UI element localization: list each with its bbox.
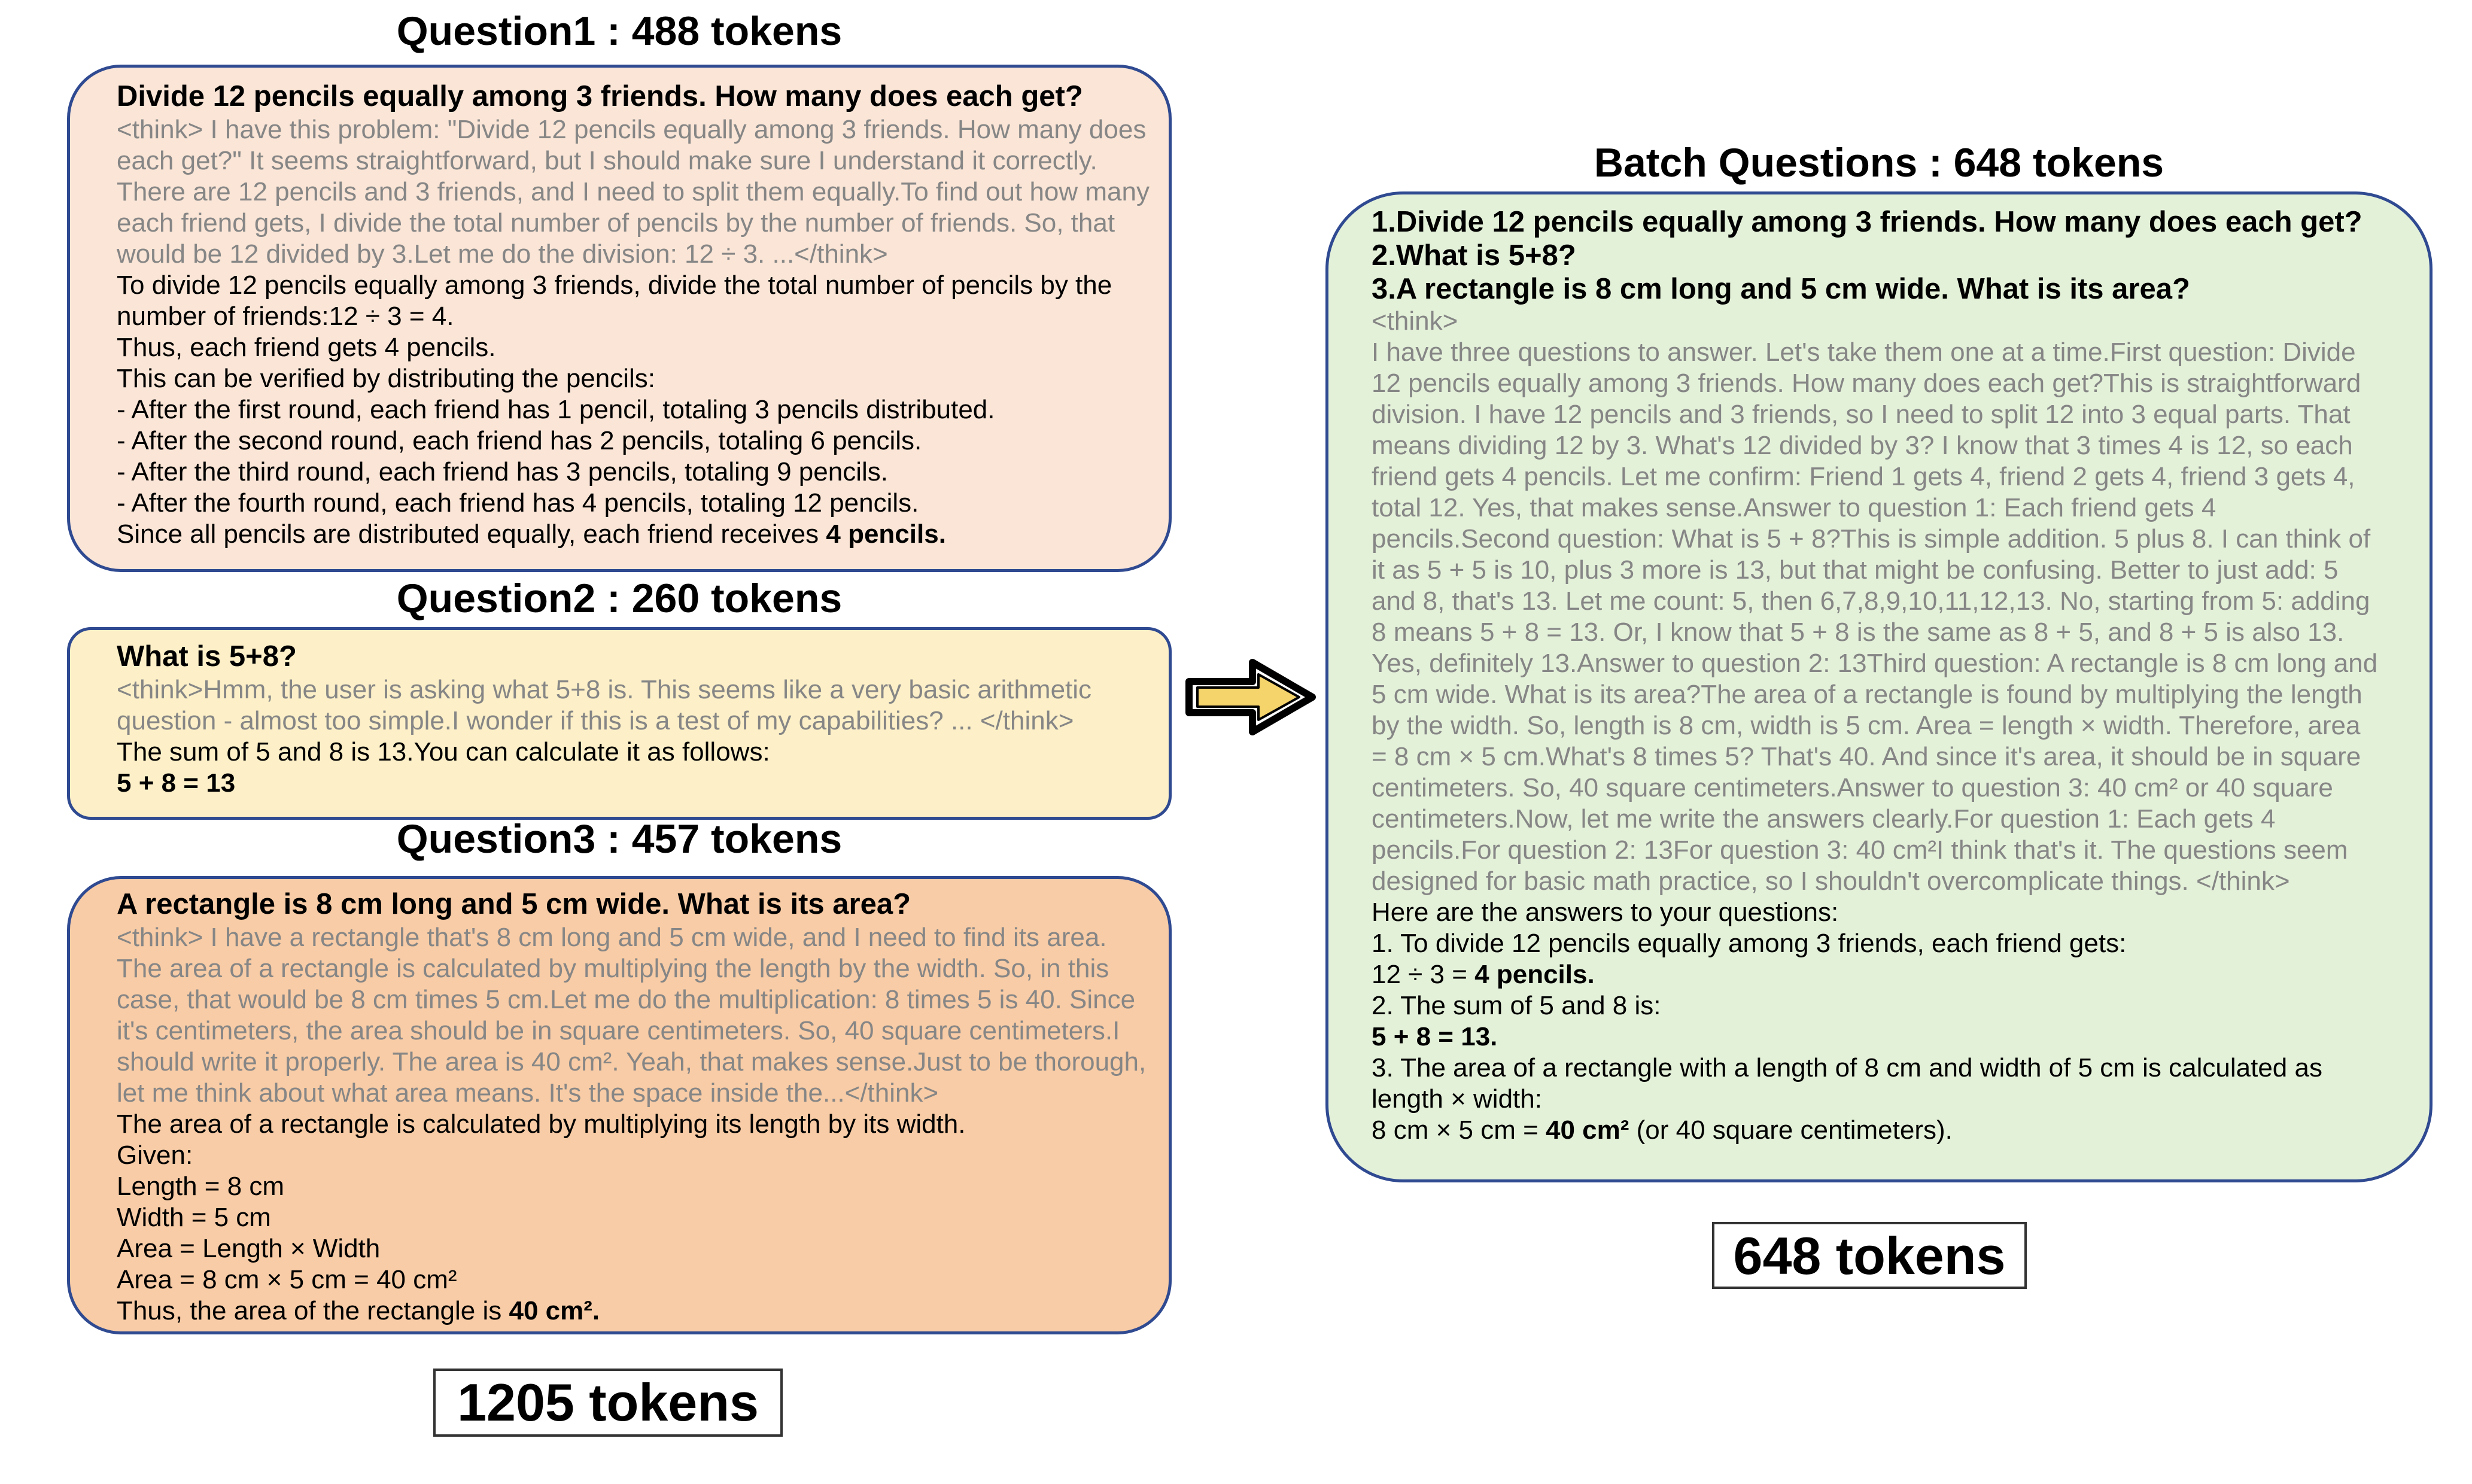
q1-think-line: <think> I have this problem: "Divide 12 pencils equally among 3 friends. How many does bbox=[117, 115, 1147, 144]
batch-think-line: <think> bbox=[1372, 306, 1458, 336]
batch-answer3-line2: length × width: bbox=[1372, 1084, 1542, 1114]
question3-heading: Question3 : 457 tokens bbox=[396, 816, 843, 862]
batch-answer3-prefix: 8 cm × 5 cm = bbox=[1372, 1115, 1546, 1145]
q3-answer-line: Width = 5 cm bbox=[117, 1203, 271, 1232]
q2-think-line: <think>Hmm, the user is asking what 5+8 is. This seems like a very basic arithmetic bbox=[117, 675, 1092, 704]
batch-answer3-result bbox=[1372, 1115, 1953, 1146]
batch-answer1-prefix: 12 ÷ 3 = bbox=[1372, 960, 1475, 989]
batch-think-line: pencils.Second question: What is 5 + 8?This is simple addition. 5 plus 8. I can think of bbox=[1372, 524, 2371, 554]
batch-think-line: centimeters. So, 40 square centimeters.Answer to question 3: 40 cm² or 40 square bbox=[1372, 773, 2333, 802]
question1-heading: Question1 : 488 tokens bbox=[396, 8, 843, 54]
batch-question-line: 2.What is 5+8? bbox=[1372, 239, 1576, 272]
batch-heading: Batch Questions : 648 tokens bbox=[1594, 140, 2164, 186]
batch-think-line: means dividing 12 by 3. What's 12 divided by 3? I know that 3 times 4 is 12, so each bbox=[1372, 431, 2353, 460]
question1-box bbox=[67, 65, 1172, 572]
left-total-tokens: 1205 tokens bbox=[433, 1369, 783, 1437]
q1-answer-line: To divide 12 pencils equally among 3 friends, divide the total number of pencils by the bbox=[117, 270, 1112, 300]
batch-think-line: centimeters.Now, let me write the answers clearly.For question 1: Each gets 4 bbox=[1372, 804, 2276, 834]
q3-think-line: let me think about what area means. It's the space inside the...</think> bbox=[117, 1078, 939, 1108]
question3-box bbox=[67, 876, 1172, 1334]
batch-think-line: designed for basic math practice, so I shouldn't overcomplicate things. </think> bbox=[1372, 866, 2290, 896]
q1-answer-line: - After the fourth round, each friend has 4 pencils, totaling 12 pencils. bbox=[117, 488, 919, 518]
batch-think-line: 12 pencils equally among 3 friends. How many does each get?This is straightforward bbox=[1372, 369, 2361, 398]
batch-question-line: 1.Divide 12 pencils equally among 3 friends. How many does each get? bbox=[1372, 206, 2362, 238]
q3-answer-line: Given: bbox=[117, 1141, 193, 1170]
q3-final-line bbox=[117, 1296, 600, 1327]
q2-think-line: question - almost too simple.I wonder if this is a test of my capabilities? ... </think> bbox=[117, 706, 1074, 735]
q1-think-line: each friend gets, I divide the total number of pencils by the number of friends. So, that bbox=[117, 208, 1115, 238]
q1-think-line: each get?" It seems straightforward, but I should make sure I understand it correctly. bbox=[117, 146, 1097, 175]
right-arrow-icon bbox=[1182, 655, 1319, 739]
right-total-tokens: 648 tokens bbox=[1712, 1222, 2027, 1289]
batch-answer2-line: 2. The sum of 5 and 8 is: bbox=[1372, 991, 1661, 1020]
batch-think-line: pencils.For question 2: 13For question 3: 40 cm²I think that's it. The questions seem bbox=[1372, 835, 2348, 865]
batch-think-line: = 8 cm × 5 cm.What's 8 times 5? That's 40. And since it's area, it should be in square bbox=[1372, 742, 2361, 771]
batch-answer3-bold: 40 cm² bbox=[1545, 1115, 1629, 1145]
batch-think-line: Yes, definitely 13.Answer to question 2: 13Third question: A rectangle is 8 cm long and bbox=[1372, 649, 2378, 678]
q3-think-line: should write it properly. The area is 40 cm². Yeah, that makes sense.Just to be thorough, bbox=[117, 1047, 1147, 1076]
q1-answer-line: Thus, each friend gets 4 pencils. bbox=[117, 333, 496, 362]
batch-think-line: friend gets 4 pencils. Let me confirm: Friend 1 gets 4, friend 2 gets 4, friend 3 gets 4, bbox=[1372, 462, 2355, 491]
batch-answer1-result bbox=[1372, 959, 1595, 990]
batch-think-line: I have three questions to answer. Let's take them one at a time.First question: Divide bbox=[1372, 337, 2356, 367]
q3-answer-line: The area of a rectangle is calculated by multiplying its length by its width. bbox=[117, 1109, 966, 1139]
question2-heading: Question2 : 260 tokens bbox=[396, 576, 843, 621]
question1-text: Divide 12 pencils equally among 3 friends. How many does each get? bbox=[117, 80, 1083, 112]
batch-think-line: 8 means 5 + 8 = 13. Or, I know that 5 + 8 is the same as 8 + 5, and 8 + 5 is also 13. bbox=[1372, 618, 2345, 647]
q3-answer-line: Area = 8 cm × 5 cm = 40 cm² bbox=[117, 1265, 457, 1294]
batch-answer3-suffix: (or 40 square centimeters). bbox=[1629, 1115, 1953, 1145]
q3-think-line: it's centimeters, the area should be in square centimeters. So, 40 square centimeters.I bbox=[117, 1016, 1120, 1045]
batch-box bbox=[1325, 191, 2433, 1182]
batch-answer-intro: Here are the answers to your questions: bbox=[1372, 898, 1839, 927]
q1-answer-line: - After the first round, each friend has 1 pencil, totaling 3 pencils distributed. bbox=[117, 395, 995, 424]
q1-answer-line: number of friends:12 ÷ 3 = 4. bbox=[117, 302, 454, 331]
q3-final-prefix: Thus, the area of the rectangle is bbox=[117, 1296, 509, 1325]
q3-think-line: The area of a rectangle is calculated by multiplying the length by the width. So, in this bbox=[117, 954, 1109, 983]
batch-answer1-bold: 4 pencils. bbox=[1474, 960, 1595, 989]
q1-final-answer: 4 pencils. bbox=[826, 519, 946, 549]
batch-think-line: 5 cm wide. What is its area?The area of a rectangle is found by multiplying the length bbox=[1372, 680, 2362, 709]
batch-answer3-line1: 3. The area of a rectangle with a length of 8 cm and width of 5 cm is calculated as bbox=[1372, 1053, 2322, 1082]
batch-think-line: by the width. So, length is 8 cm, width is 5 cm. Area = length × width. Therefore, area bbox=[1372, 711, 2361, 740]
batch-answer2-bold: 5 + 8 = 13. bbox=[1372, 1022, 1498, 1051]
question3-text: A rectangle is 8 cm long and 5 cm wide. What is its area? bbox=[117, 888, 911, 920]
q1-final-prefix: Since all pencils are distributed equally, each friend receives bbox=[117, 519, 826, 549]
q1-answer-line: - After the third round, each friend has 3 pencils, totaling 9 pencils. bbox=[117, 457, 888, 486]
q3-answer-line: Length = 8 cm bbox=[117, 1172, 285, 1201]
batch-question-line: 3.A rectangle is 8 cm long and 5 cm wide. What is its area? bbox=[1372, 273, 2190, 305]
q3-think-line: case, that would be 8 cm times 5 cm.Let me do the multiplication: 8 times 5 is 40. Since bbox=[117, 985, 1136, 1014]
batch-think-line: total 12. Yes, that makes sense.Answer to question 1: Each friend gets 4 bbox=[1372, 493, 2216, 522]
q3-answer-line: Area = Length × Width bbox=[117, 1234, 381, 1263]
q1-think-line: There are 12 pencils and 3 friends, and I need to split them equally.To find out how many bbox=[117, 177, 1150, 206]
q3-final-answer: 40 cm². bbox=[509, 1296, 600, 1325]
batch-think-line: and 8, that's 13. Let me count: 5, then 6,7,8,9,10,11,12,13. No, starting from 5: adding bbox=[1372, 586, 2370, 616]
q1-final-line bbox=[117, 519, 946, 550]
batch-answer1-line: 1. To divide 12 pencils equally among 3 friends, each friend gets: bbox=[1372, 929, 2127, 958]
q3-think-line: <think> I have a rectangle that's 8 cm long and 5 cm wide, and I need to find its area. bbox=[117, 923, 1107, 952]
batch-think-line: it as 5 + 5 is 10, plus 3 more is 13, but that might be confusing. Better to just add: 5 bbox=[1372, 555, 2339, 585]
question2-text: What is 5+8? bbox=[117, 640, 297, 673]
question2-box bbox=[67, 627, 1172, 820]
q1-think-line: would be 12 divided by 3.Let me do the division: 12 ÷ 3. ...</think> bbox=[117, 239, 888, 269]
batch-think-line: division. I have 12 pencils and 3 friends, so I need to split 12 into 3 equal parts. That bbox=[1372, 400, 2351, 429]
q1-answer-line: This can be verified by distributing the pencils: bbox=[117, 364, 656, 393]
q2-answer-line: The sum of 5 and 8 is 13.You can calculate it as follows: bbox=[117, 737, 770, 767]
q2-final-answer: 5 + 8 = 13 bbox=[117, 768, 236, 798]
q1-answer-line: - After the second round, each friend has 2 pencils, totaling 6 pencils. bbox=[117, 426, 922, 455]
